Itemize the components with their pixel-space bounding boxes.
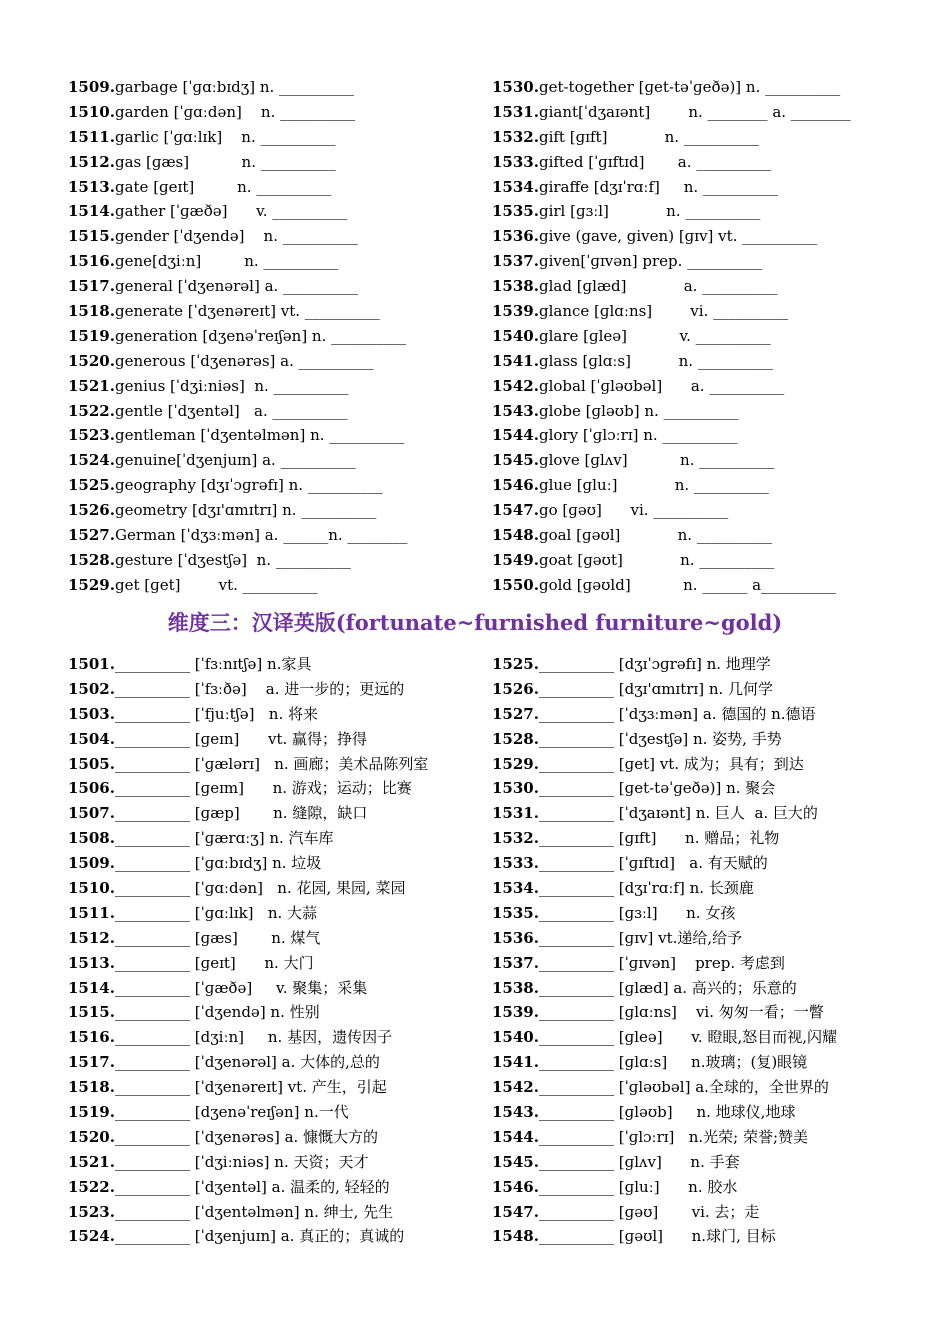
entry-text: __________ [dʒɪˈrɑːf] n. 长颈鹿 — [538, 879, 754, 898]
entry-text: __________ [ˈdʒentəlmən] n. 绅士, 先生 — [114, 1202, 394, 1221]
vocab-row — [68, 100, 488, 125]
entry-number: 1538. — [492, 277, 539, 296]
vocab-row — [492, 851, 932, 876]
entry-text: giraffe [dʒɪˈrɑːf] n. __________ — [538, 177, 778, 196]
entry-number: 1509. — [68, 78, 115, 96]
entry-text: garbage [ˈɡɑːbɪdʒ] n. __________ — [114, 78, 355, 96]
entry-text: gift [ɡɪft] n. __________ — [538, 127, 759, 146]
vocab-row — [68, 1125, 488, 1150]
entry-number: 1514. — [68, 978, 115, 997]
vocab-row — [68, 901, 488, 926]
entry-text: gentle [ˈdʒentəl] a. __________ — [114, 401, 348, 420]
entry-text: generation [dʒenəˈreɪʃən] n. __________ — [114, 326, 407, 345]
entry-text: garlic [ˈɡɑːlɪk] n. __________ — [114, 127, 336, 146]
entry-number: 1509. — [68, 854, 115, 873]
vocab-row — [68, 776, 488, 801]
entry-number: 1532. — [492, 127, 539, 146]
entry-number: 1508. — [68, 829, 115, 848]
entry-number: 1525. — [492, 655, 539, 673]
vocab-row — [68, 1224, 488, 1249]
vocab-row — [492, 175, 932, 200]
entry-number: 1519. — [68, 326, 115, 345]
vocab-row — [68, 150, 488, 175]
entry-number: 1535. — [492, 903, 539, 922]
entry-number: 1525. — [68, 476, 115, 495]
entry-text: geometry [dʒɪ'ɑmɪtrɪ] n. __________ — [114, 501, 377, 520]
entry-text: __________ [ˈɡærɑːʒ] n. 汽车库 — [114, 829, 334, 848]
entry-text: given[ˈɡɪvən] prep. __________ — [538, 252, 763, 271]
entry-number: 1539. — [492, 302, 539, 321]
entry-text: glass [ɡlɑːs] n. __________ — [538, 351, 773, 370]
entry-number: 1523. — [68, 1202, 115, 1221]
part2-right-column — [492, 652, 932, 1249]
vocab-row — [68, 752, 488, 777]
vocab-row — [492, 826, 932, 851]
entry-text: __________ [ɡlɑːs] n.玻璃；(复)眼镜 — [538, 1053, 808, 1072]
vocab-row — [68, 1100, 488, 1125]
vocab-row — [492, 399, 932, 424]
vocab-row — [492, 100, 932, 125]
vocab-row — [492, 573, 932, 598]
entry-number: 1545. — [492, 451, 539, 470]
entry-text: goal [ɡəʊl] n. __________ — [538, 526, 772, 545]
entry-number: 1527. — [68, 526, 115, 545]
vocab-row — [492, 776, 932, 801]
entry-text: glad [ɡlæd] a. __________ — [538, 277, 778, 296]
entry-text: __________ [ˈɡləʊbəl] a.全球的，全世界的 — [538, 1078, 829, 1097]
entry-number: 1534. — [492, 879, 539, 898]
vocab-row — [492, 1075, 932, 1100]
entry-number: 1523. — [68, 426, 115, 445]
vocab-row — [68, 249, 488, 274]
vocab-row — [68, 976, 488, 1001]
entry-number: 1507. — [68, 804, 115, 823]
vocab-row — [68, 473, 488, 498]
entry-text: __________ [ˈɡæðə] v. 聚集；采集 — [114, 978, 368, 997]
entry-number: 1520. — [68, 1127, 115, 1146]
vocab-row — [68, 951, 488, 976]
entry-text: __________ [ɡæs] n. 煤气 — [114, 928, 321, 947]
vocab-row — [68, 1050, 488, 1075]
entry-text: __________ [ˈfjuːtʃə] n. 将来 — [114, 704, 318, 723]
entry-text: give (gave, given) [ɡɪv] vt. __________ — [538, 227, 818, 246]
vocab-row — [492, 274, 932, 299]
vocab-row — [492, 1025, 932, 1050]
entry-number: 1529. — [68, 575, 115, 594]
vocab-row — [492, 374, 932, 399]
entry-text: glue [ɡluː] n. __________ — [538, 476, 769, 495]
vocab-row — [492, 976, 932, 1001]
entry-number: 1512. — [68, 152, 115, 171]
entry-text: __________ [ɡəʊ] vi. 去；走 — [538, 1202, 760, 1221]
entry-number: 1516. — [68, 1028, 115, 1047]
entry-text: globe [ɡləʊb] n. __________ — [538, 401, 739, 420]
entry-number: 1513. — [68, 177, 115, 196]
vocab-row — [492, 1100, 932, 1125]
entry-number: 1538. — [492, 978, 539, 997]
entry-text: giant[ˈdʒaɪənt] n. ________ a. ________ — [538, 102, 851, 121]
vocab-row — [68, 876, 488, 901]
entry-number: 1517. — [68, 1053, 115, 1072]
entry-text: __________ [dʒiːn] n. 基因，遗传因子 — [114, 1028, 393, 1047]
vocab-row — [68, 498, 488, 523]
entry-text: __________ [ˈdʒɜːmən] a. 德国的 n.德语 — [538, 704, 816, 723]
entry-number: 1533. — [492, 854, 539, 873]
vocab-row — [68, 75, 488, 100]
entry-text: general [ˈdʒenərəl] a. __________ — [114, 277, 359, 296]
vocab-row — [68, 1200, 488, 1225]
entry-number: 1518. — [68, 302, 115, 321]
vocab-row — [492, 1125, 932, 1150]
entry-number: 1546. — [492, 476, 539, 495]
entry-text: __________ [dʒɪˈɔɡrəfɪ] n. 地理学 — [538, 655, 771, 673]
entry-number: 1547. — [492, 501, 539, 520]
entry-text: __________ [ɡet-təˈɡeðə)] n. 聚会 — [538, 779, 776, 798]
part2-left-column — [68, 652, 488, 1249]
vocab-row — [492, 349, 932, 374]
vocab-row — [68, 1025, 488, 1050]
entry-number: 1515. — [68, 227, 115, 246]
entry-number: 1540. — [492, 326, 539, 345]
entry-number: 1534. — [492, 177, 539, 196]
entry-text: genuine[ˈdʒenjuɪn] a. __________ — [114, 451, 356, 470]
entry-number: 1547. — [492, 1202, 539, 1221]
entry-number: 1541. — [492, 1053, 539, 1072]
entry-text: girl [ɡɜːl] n. __________ — [538, 202, 761, 221]
entry-number: 1505. — [68, 754, 115, 773]
vocab-row — [68, 826, 488, 851]
vocab-row — [68, 727, 488, 752]
vocab-row — [492, 652, 932, 677]
entry-text: __________ [ˈdʒiːniəs] n. 天资；天才 — [114, 1152, 369, 1171]
vocab-row — [68, 801, 488, 826]
vocab-row — [68, 652, 488, 677]
entry-text: __________ [ˈɡɑːbɪdʒ] n. 垃圾 — [114, 854, 322, 873]
vocab-row — [492, 677, 932, 702]
vocab-row — [68, 1000, 488, 1025]
vocab-row — [492, 702, 932, 727]
vocab-row — [492, 423, 932, 448]
entry-text: __________ [ˈdʒenərəs] a. 慷慨大方的 — [114, 1127, 379, 1146]
vocab-row — [68, 851, 488, 876]
entry-text: __________ [ɡɪv] vt.递给,给予 — [538, 928, 743, 947]
vocab-row — [68, 1175, 488, 1200]
entry-text: __________ [dʒɪ'ɑmɪtrɪ] n. 几何学 — [538, 679, 774, 698]
entry-number: 1519. — [68, 1103, 115, 1122]
section-heading: 维度三：汉译英版(fortunate~furnished furniture~gold) — [167, 610, 783, 635]
entry-text: generous [ˈdʒenərəs] a. __________ — [114, 351, 374, 370]
entry-number: 1531. — [492, 102, 539, 121]
entry-text: __________ [ɡet] vt. 成为；具有；到达 — [538, 754, 804, 773]
vocab-row — [68, 1150, 488, 1175]
entry-number: 1536. — [492, 928, 539, 947]
entry-number: 1510. — [68, 879, 115, 898]
entry-number: 1531. — [492, 804, 539, 823]
entry-number: 1542. — [492, 1078, 539, 1097]
entry-text: __________ [ˈdʒenjuɪn] a. 真正的；真诚的 — [114, 1227, 405, 1246]
entry-number: 1544. — [492, 1127, 539, 1146]
entry-number: 1543. — [492, 401, 539, 420]
entry-text: genius [ˈdʒiːniəs] n. __________ — [114, 376, 349, 395]
vocab-row — [492, 199, 932, 224]
entry-number: 1533. — [492, 152, 539, 171]
entry-text: get [ɡet] vt. __________ — [114, 575, 318, 594]
entry-number: 1545. — [492, 1152, 539, 1171]
vocab-row — [492, 926, 932, 951]
vocab-row — [68, 199, 488, 224]
entry-text: glove [ɡlʌv] n. __________ — [538, 451, 775, 470]
vocab-row — [492, 150, 932, 175]
entry-number: 1521. — [68, 1152, 115, 1171]
entry-number: 1528. — [68, 550, 115, 569]
entry-number: 1536. — [492, 227, 539, 246]
vocab-row — [492, 448, 932, 473]
entry-number: 1530. — [492, 779, 539, 798]
entry-number: 1502. — [68, 679, 115, 698]
entry-number: 1504. — [68, 729, 115, 748]
entry-number: 1542. — [492, 376, 539, 395]
vocab-row — [68, 423, 488, 448]
entry-number: 1532. — [492, 829, 539, 848]
entry-text: garden [ˈɡɑːdən] n. __________ — [114, 102, 356, 121]
entry-number: 1530. — [492, 78, 539, 96]
vocab-row — [68, 299, 488, 324]
entry-text: get-together [ɡet-təˈɡeðə)] n. __________ — [538, 78, 841, 96]
vocab-row — [68, 523, 488, 548]
vocab-row — [492, 1200, 932, 1225]
vocab-row — [68, 324, 488, 349]
vocab-row — [492, 727, 932, 752]
entry-text: gifted [ˈɡɪftɪd] a. __________ — [538, 152, 772, 171]
entry-number: 1522. — [68, 401, 115, 420]
entry-text: __________ [ˈɡɑːdən] n. 花园, 果园, 菜园 — [114, 879, 406, 898]
entry-text: German [ˈdʒɜːmən] a. ______n. ________ — [114, 526, 408, 545]
entry-number: 1511. — [68, 127, 115, 146]
entry-text: glance [ɡlɑːns] vi. __________ — [538, 302, 789, 321]
entry-number: 1511. — [68, 903, 115, 922]
vocab-row — [492, 75, 932, 100]
vocab-row — [492, 1224, 932, 1249]
entry-number: 1524. — [68, 451, 115, 470]
vocab-row — [492, 249, 932, 274]
entry-text: generate [ˈdʒenəreɪt] vt. __________ — [114, 302, 380, 321]
entry-number: 1524. — [68, 1227, 115, 1246]
entry-text: __________ [ɡləʊb] n. 地球仪,地球 — [538, 1103, 796, 1122]
entry-text: __________ [ɡɪft] n. 赠品；礼物 — [538, 829, 780, 848]
entry-number: 1513. — [68, 953, 115, 972]
entry-text: gentleman [ˈdʒentəlmən] n. __________ — [114, 426, 405, 445]
entry-number: 1537. — [492, 953, 539, 972]
entry-text: __________ [ˈfɜːðə] a. 进一步的；更远的 — [114, 679, 405, 698]
entry-text: __________ [ˈɡɪftɪd] a. 有天赋的 — [538, 854, 768, 873]
entry-text: __________ [ɡlæd] a. 高兴的；乐意的 — [538, 978, 797, 997]
entry-text: __________ [ɡluː] n. 胶水 — [538, 1177, 738, 1196]
entry-number: 1506. — [68, 779, 115, 798]
vocab-row — [68, 548, 488, 573]
entry-number: 1522. — [68, 1177, 115, 1196]
vocab-row — [492, 951, 932, 976]
entry-text: __________ [ˈɡælərɪ] n. 画廊；美术品陈列室 — [114, 754, 429, 773]
vocab-row — [68, 175, 488, 200]
vocab-row — [492, 523, 932, 548]
entry-number: 1550. — [492, 575, 539, 594]
vocab-row — [68, 125, 488, 150]
entry-number: 1516. — [68, 252, 115, 271]
vocab-row — [492, 876, 932, 901]
entry-number: 1512. — [68, 928, 115, 947]
entry-text: gather [ˈɡæðə] v. __________ — [114, 202, 348, 221]
entry-number: 1548. — [492, 526, 539, 545]
entry-text: __________ [ɡəʊl] n.球门, 目标 — [538, 1227, 776, 1246]
vocab-row — [68, 274, 488, 299]
entry-number: 1520. — [68, 351, 115, 370]
entry-text: gene[dʒiːn] n. __________ — [114, 252, 339, 271]
vocab-row — [492, 901, 932, 926]
entry-number: 1535. — [492, 202, 539, 221]
vocab-row — [492, 1175, 932, 1200]
entry-text: __________ [dʒenəˈreɪʃən] n.一代 — [114, 1103, 349, 1122]
entry-text: __________ [ˈɡlɔːrɪ] n.光荣; 荣誉;赞美 — [538, 1127, 809, 1146]
vocab-row — [492, 801, 932, 826]
entry-number: 1510. — [68, 102, 115, 121]
entry-number: 1521. — [68, 376, 115, 395]
part1-right-column — [492, 75, 932, 598]
entry-text: __________ [ˈɡɪvən] prep. 考虑到 — [538, 953, 785, 972]
vocab-row — [68, 399, 488, 424]
vocab-row — [492, 224, 932, 249]
entry-text: __________ [ɡlɑːns] vi. 匆匆一看；一瞥 — [538, 1003, 824, 1022]
entry-number: 1541. — [492, 351, 539, 370]
vocab-row — [492, 1050, 932, 1075]
vocab-row — [492, 752, 932, 777]
entry-text: __________ [ˈfɜːnɪtʃə] n.家具 — [114, 655, 312, 673]
entry-text: geography [dʒɪˈɔɡrəfɪ] n. __________ — [114, 476, 383, 495]
entry-text: __________ [ˈdʒendə] n. 性别 — [114, 1003, 320, 1022]
entry-text: __________ [ɡeɪt] n. 大门 — [114, 953, 314, 972]
entry-text: gender [ˈdʒendə] n. __________ — [114, 227, 358, 246]
vocab-row — [492, 324, 932, 349]
entry-text: go [ɡəʊ] vi. __________ — [538, 501, 729, 520]
entry-text: gate [ɡeɪt] n. __________ — [114, 177, 332, 196]
entry-text: __________ [ˈdʒestʃə] n. 姿势, 手势 — [538, 729, 782, 748]
entry-number: 1526. — [492, 679, 539, 698]
vocab-row — [68, 1075, 488, 1100]
entry-number: 1544. — [492, 426, 539, 445]
entry-number: 1539. — [492, 1003, 539, 1022]
entry-number: 1515. — [68, 1003, 115, 1022]
entry-text: gold [ɡəʊld] n. ______ a__________ — [538, 575, 837, 594]
vocab-row — [492, 548, 932, 573]
vocab-row — [68, 349, 488, 374]
entry-text: goat [ɡəʊt] n. __________ — [538, 550, 775, 569]
entry-number: 1503. — [68, 704, 115, 723]
vocab-row — [492, 1000, 932, 1025]
entry-text: __________ [ˈdʒentəl] a. 温柔的, 轻轻的 — [114, 1177, 390, 1196]
vocab-row — [68, 374, 488, 399]
vocab-row — [68, 448, 488, 473]
vocab-row — [68, 224, 488, 249]
entry-text: global [ˈɡləʊbəl] a. __________ — [538, 376, 785, 395]
entry-text: __________ [ɡleə] v. 瞪眼,怒目而视,闪耀 — [538, 1028, 837, 1047]
entry-text: __________ [ˈdʒenərəl] a. 大体的,总的 — [114, 1053, 380, 1072]
vocab-row — [492, 473, 932, 498]
entry-text: __________ [ɡɜːl] n. 女孩 — [538, 903, 736, 922]
entry-number: 1529. — [492, 754, 539, 773]
entry-text: glare [ɡleə] v. __________ — [538, 326, 771, 345]
entry-number: 1543. — [492, 1103, 539, 1122]
entry-text: __________ [ˈɡɑːlɪk] n. 大蒜 — [114, 903, 318, 922]
entry-text: __________ [ˈdʒenəreɪt] vt. 产生，引起 — [114, 1078, 387, 1097]
entry-text: gas [ɡæs] n. __________ — [114, 152, 336, 171]
entry-number: 1501. — [68, 655, 115, 673]
entry-number: 1527. — [492, 704, 539, 723]
part1-left-column — [68, 75, 488, 598]
vocab-row — [68, 702, 488, 727]
entry-number: 1546. — [492, 1177, 539, 1196]
entry-number: 1517. — [68, 277, 115, 296]
entry-number: 1514. — [68, 202, 115, 221]
entry-text: __________ [ɡeɪn] vt. 赢得；挣得 — [114, 729, 368, 748]
entry-text: __________ [ɡæp] n. 缝隙，缺口 — [114, 804, 368, 823]
entry-number: 1540. — [492, 1028, 539, 1047]
entry-text: gesture [ˈdʒestʃə] n. __________ — [114, 550, 351, 569]
vocab-row — [68, 573, 488, 598]
vocab-row — [492, 125, 932, 150]
vocab-row — [492, 498, 932, 523]
vocab-row — [492, 299, 932, 324]
entry-text: __________ [ɡeɪm] n. 游戏；运动；比赛 — [114, 779, 412, 798]
entry-number: 1526. — [68, 501, 115, 520]
vocab-row — [492, 1150, 932, 1175]
entry-number: 1549. — [492, 550, 539, 569]
entry-number: 1528. — [492, 729, 539, 748]
entry-number: 1548. — [492, 1227, 539, 1246]
vocab-row — [68, 677, 488, 702]
entry-number: 1537. — [492, 252, 539, 271]
entry-text: glory [ˈɡlɔːrɪ] n. __________ — [538, 426, 738, 445]
entry-text: __________ [ˈdʒaɪənt] n. 巨人 a. 巨大的 — [538, 804, 818, 823]
entry-number: 1518. — [68, 1078, 115, 1097]
entry-text: __________ [ɡlʌv] n. 手套 — [538, 1152, 740, 1171]
vocab-row — [68, 926, 488, 951]
